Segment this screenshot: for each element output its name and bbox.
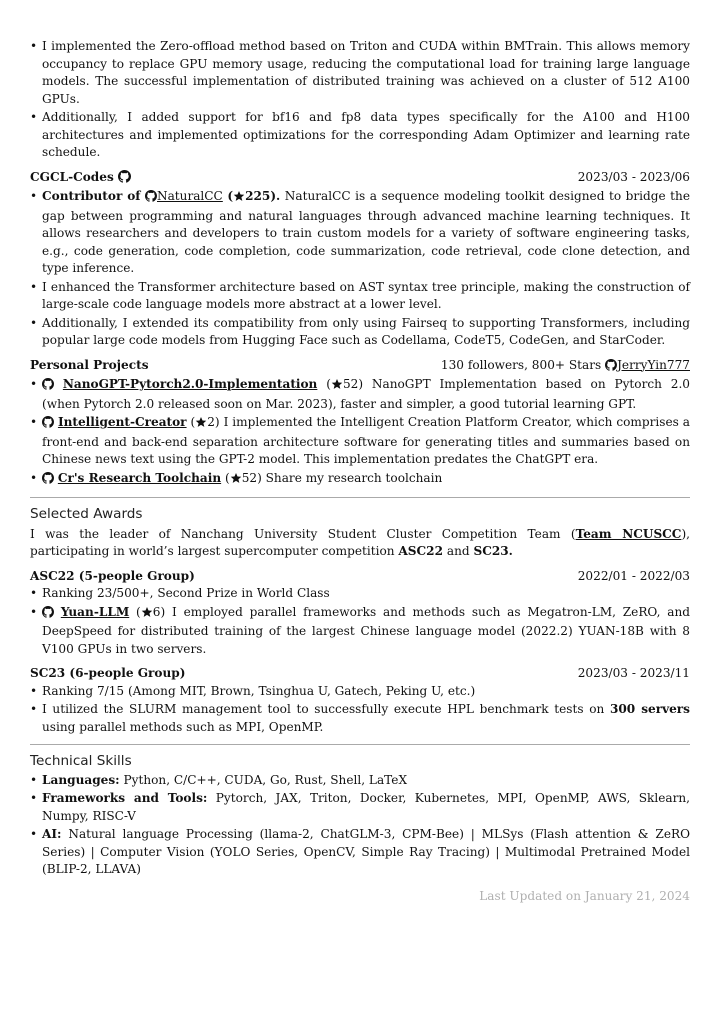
projects-bullets (30, 376, 690, 489)
star-icon (233, 190, 245, 208)
star-icon (331, 378, 343, 396)
team-link[interactable]: Team NCUSCC (575, 526, 682, 541)
list-item: • I implemented the Zero-offload method based on Triton and CUDA within BMTrain. This allows memory occupancy to replace GPU memory usage, reducing the computational load for training large language models. The successful implementation of distributed training was achieved on a cluster of 512 A100 GPUs. (30, 38, 690, 108)
naturalcc-link[interactable]: NaturalCC (157, 189, 223, 203)
awards-intro: I was the leader of Nanchang University Student Cluster Competition Team (Team NCUSCC), participating in world’s largest supercomputer competition ASC22 and SC23. (30, 526, 690, 558)
projects-header (30, 357, 690, 377)
cgcl-entry-header (30, 169, 690, 189)
entry-title: ASC22 (5-people Group) (30, 568, 195, 583)
github-icon (42, 606, 54, 624)
entry-title: CGCL-Codes (30, 169, 114, 184)
sc23-header (30, 665, 690, 683)
list-item: • Ranking 23/500+, Second Prize in World Class (30, 585, 690, 603)
section-title: Technical Skills (30, 753, 132, 769)
star-icon (195, 416, 207, 434)
github-icon (605, 359, 617, 377)
entry-dates: 2022/01 - 2022/03 (577, 568, 690, 583)
list-item: • Additionally, I added support for bf16 and fp8 data types specifically for the A100 and H100 architectures and implemented optimizations for the corresponding Adam Optimizer and learning rate schedule. (30, 109, 690, 162)
entry-dates: 2023/03 - 2023/11 (577, 666, 690, 680)
list-item: • Frameworks and Tools: Pytorch, JAX, Triton, Docker, Kubernetes, MPI, OpenMP, AWS, Sklearn, Numpy, RISC-V (30, 790, 690, 825)
project-link[interactable]: NanoGPT-Pytorch2.0-Implementation (62, 377, 318, 391)
cgcl-bullets (30, 188, 690, 350)
github-icon[interactable] (118, 170, 131, 189)
list-item: • Languages: Python, C/C++, CUDA, Go, Rust, Shell, LaTeX (30, 772, 690, 790)
experience-bullets (30, 38, 690, 162)
star-icon (230, 472, 242, 490)
resume-page (30, 38, 690, 905)
skills-list (30, 772, 690, 879)
project-link[interactable]: Yuan-LLM (60, 604, 130, 619)
github-icon (42, 416, 54, 434)
last-updated: Last Updated on January 21, 2024 (479, 888, 690, 903)
entry-dates: 2023/03 - 2023/06 (577, 169, 690, 184)
asc22-header (30, 568, 690, 586)
list-item: • I enhanced the Transformer architecture based on AST syntax tree principle, making the construction of large-scale code language models more abstract at a lower level. (30, 279, 690, 314)
github-stats: 130 followers, 800+ Stars (440, 357, 602, 372)
list-item: • NanoGPT-Pytorch2.0-Implementation ( 52) NanoGPT Implementation based on Pytorch 2.0 (when Pytorch 2.0 released soon on Mar. 2023), faster and simpler, a good tutorial learning GPT. (30, 376, 690, 413)
section-divider (30, 497, 690, 498)
list-item: • AI: Natural language Processing (llama-2, ChatGLM-3, CPM-Bee) | MLSys (Flash attention & ZeRO Series) | Computer Vision (YOLO Series, OpenCV, Simple Ray Tracing) | Multimodal Pretrained Model (BLIP-2, LLAVA) (30, 826, 690, 879)
list-item: • I utilized the SLURM management tool to successfully execute HPL benchmark tests on 300 servers using parallel methods such as MPI, OpenMP. (30, 701, 690, 736)
list-item: • Additionally, I extended its compatibility from only using Fairseq to supporting Transformers, including popular large code models from Hugging Face such as Codellama, CodeT5, CodeGen, and StarCoder. (30, 315, 690, 350)
github-icon (42, 378, 54, 396)
section-title: Selected Awards (30, 506, 143, 522)
entry-title: Personal Projects (30, 357, 149, 372)
list-item: • Ranking 7/15 (Among MIT, Brown, Tsinghua U, Gatech, Peking U, etc.) (30, 683, 690, 701)
project-link[interactable]: Cr's Research Toolchain (57, 470, 222, 485)
entry-title: SC23 (6-people Group) (30, 666, 186, 680)
asc22-bullets (30, 585, 690, 658)
list-item: • Yuan-LLM ( 6) I employed parallel frameworks and methods such as Megatron-LM, ZeRO, and DeepSpeed for distributed training of the largest Chinese language model (2022.2) YUAN-18B with 8 V100 GPUs in two servers. (30, 604, 690, 659)
github-profile-link[interactable]: JerryYin777 (617, 357, 690, 372)
list-item: • Contributor of NaturalCC ( 225). NaturalCC is a sequence modeling toolkit designed to bridge the gap between programming and natural languages through advanced machine learning techniques. It allows researchers and developers to train custom models for a variety of software engineering tasks, e.g., code generation, code completion, code summarization, code retrieval, code clone detection, and type inference. (30, 188, 690, 278)
section-divider (30, 744, 690, 745)
github-icon (42, 472, 54, 490)
sc23-bullets (30, 683, 690, 737)
list-item: • Cr's Research Toolchain ( 52) Share my research toolchain (30, 470, 690, 490)
list-item: • Intelligent-Creator ( 2) I implemented the Intelligent Creation Platform Creator, which comprises a front-end and back-end separation architecture software for generating titles and summaries based on Chinese news text using the GPT-2 model. This implementation predates the ChatGPT era. (30, 414, 690, 469)
project-link[interactable]: Intelligent-Creator (57, 415, 187, 429)
star-icon (141, 606, 153, 624)
github-icon (145, 190, 157, 208)
